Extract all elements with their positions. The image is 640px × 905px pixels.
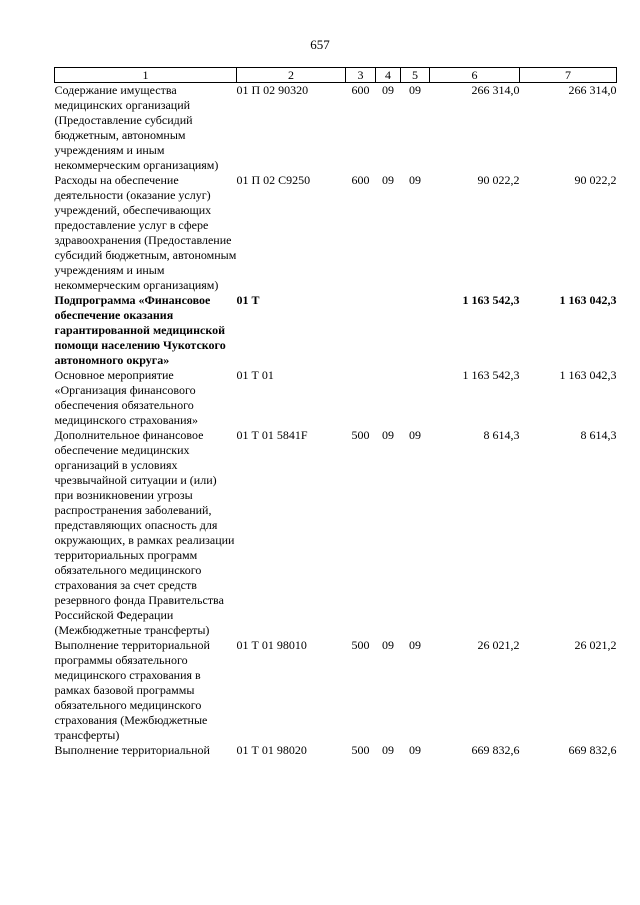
column-header: 1 (55, 68, 237, 83)
row-amount-2: 90 022,2 (574, 173, 617, 187)
column-header: 6 (430, 68, 520, 83)
row-code: 01 Т 01 (236, 368, 274, 382)
row-name: Подпрограмма «Финансовое обеспечение оказания гарантированной медицинской помощи населению Чукотского автономного округа» (54, 293, 226, 367)
row-code: 01 Т 01 98020 (236, 743, 307, 757)
row-name: Выполнение территориальной (54, 743, 210, 757)
row-c3: 600 (351, 173, 370, 187)
row-c5 (401, 368, 430, 428)
table-row (55, 368, 617, 428)
row-c3: 500 (351, 638, 370, 652)
table-row (55, 428, 617, 638)
row-name: Дополнительное финансовое обеспечение медицинских организаций в условиях чрезвычайной ситуации и (или) при возникновении угрозы распространения заболеваний, представляющих опасность для окружающих, в рамках реализации территориальных программ обязательного медицинского страхования за счет средств резервного фонда Правительства Российской Федерации (Межбюджетные трансферты) (54, 428, 235, 637)
table-row (55, 83, 617, 174)
row-c4: 09 (382, 743, 394, 757)
table-header-row (55, 68, 617, 83)
row-amount-2: 26 021,2 (574, 638, 617, 652)
column-header: 5 (401, 68, 430, 83)
row-amount-1: 1 163 542,3 (462, 293, 520, 307)
row-amount-2: 669 832,6 (568, 743, 617, 757)
row-code: 01 Т 01 98010 (236, 638, 307, 652)
row-amount-2: 1 163 042,3 (559, 368, 617, 382)
row-amount-1: 669 832,6 (471, 743, 520, 757)
row-c4: 09 (382, 428, 394, 442)
row-name: Содержание имущества медицинских организаций (Предоставление субсидий бюджетным, автономным учреждениям и иным некоммерческим организациям) (54, 83, 219, 172)
table-row (55, 173, 617, 293)
row-c3 (346, 293, 376, 368)
row-amount-1: 26 021,2 (477, 638, 520, 652)
row-c5: 09 (409, 173, 421, 187)
row-c4 (376, 293, 401, 368)
table-row (55, 638, 617, 743)
row-amount-1: 8 614,3 (483, 428, 520, 442)
table-row-subprogram (55, 293, 617, 368)
row-c4: 09 (382, 173, 394, 187)
budget-table (54, 67, 617, 758)
row-c5: 09 (409, 743, 421, 757)
table-body (55, 83, 617, 759)
column-header: 3 (346, 68, 376, 83)
row-c5: 09 (409, 638, 421, 652)
column-header: 2 (237, 68, 346, 83)
row-code: 01 П 02 90320 (236, 83, 309, 97)
row-amount-2: 1 163 042,3 (559, 293, 617, 307)
row-c3: 600 (351, 83, 370, 97)
row-amount-2: 8 614,3 (580, 428, 617, 442)
page-number: 657 (310, 37, 330, 52)
row-code: 01 Т 01 5841F (236, 428, 308, 442)
row-amount-2: 266 314,0 (568, 83, 617, 97)
row-c5: 09 (409, 428, 421, 442)
row-amount-1: 90 022,2 (477, 173, 520, 187)
row-amount-1: 1 163 542,3 (462, 368, 520, 382)
row-name: Расходы на обеспечение деятельности (оказание услуг) учреждений, обеспечивающих предоставление услуг в сфере здравоохранения (Предоставление субсидий бюджетным, автономным учреждениям и иным некоммерческим организациям) (54, 173, 237, 292)
column-header: 7 (520, 68, 617, 83)
row-c4 (376, 368, 401, 428)
row-c3: 500 (351, 743, 370, 757)
row-c4: 09 (382, 638, 394, 652)
row-code: 01 Т (236, 293, 260, 307)
row-code: 01 П 02 С9250 (236, 173, 311, 187)
row-c3: 500 (351, 428, 370, 442)
row-name: Основное мероприятие «Организация финансового обеспечения обязательного медицинского страхования» (54, 368, 199, 427)
row-c4: 09 (382, 83, 394, 97)
row-c3 (346, 368, 376, 428)
row-amount-1: 266 314,0 (471, 83, 520, 97)
row-name: Выполнение территориальной программы обязательного медицинского страхования в рамках базовой программы обязательного медицинского страхования (Межбюджетные трансферты) (54, 638, 210, 742)
table-row (55, 743, 617, 758)
row-c5 (401, 293, 430, 368)
column-header: 4 (376, 68, 401, 83)
row-c5: 09 (409, 83, 421, 97)
